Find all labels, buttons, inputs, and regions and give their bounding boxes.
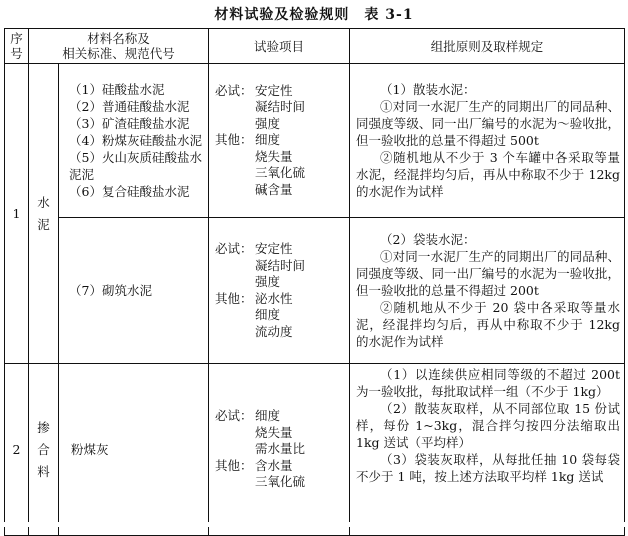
test-item: 安定性 — [255, 82, 293, 98]
test-item: 需水量比 — [255, 441, 306, 457]
material-cell — [59, 218, 209, 364]
row-category: 掺 合 料 — [29, 364, 59, 536]
test-item: 安定性 — [255, 241, 293, 256]
table-row — [5, 218, 625, 364]
material-item: （6）复合硅酸盐水泥 — [69, 184, 190, 199]
row-category: 水 泥 — [29, 64, 59, 364]
material-item: （5）火山灰质硅酸盐水泥泥 — [69, 150, 202, 182]
test-item: 三氧化硫 — [255, 474, 306, 490]
page-bottom-edge — [0, 522, 628, 527]
test-item: 强度 — [255, 115, 281, 131]
test-item: 细度 — [255, 408, 281, 424]
test-item: 含水量 — [255, 457, 293, 473]
rule-paragraph: （2）散装灰取样，从不同部位取 15 份试样，每份 1~3kg，混合拌匀按四分法缩取出 1kg 送试（平均样） — [356, 401, 621, 450]
header-material: 材料名称及 相关标准、规范代号 — [29, 29, 209, 64]
row-index: 1 — [5, 64, 29, 364]
material-cell — [59, 64, 209, 218]
test-item: 凝结时间 — [255, 257, 306, 273]
test-item: 细度 — [255, 307, 281, 322]
test-items-cell: 必试： 细度 烧失量 需水量比 其他： 含水量 三氧化硫 — [209, 364, 350, 536]
test-item: 强度 — [255, 274, 281, 289]
material-item: （4）粉煤灰硅酸盐水泥 — [69, 133, 202, 148]
rule-paragraph: ①对同一水泥厂生产的同期出厂的同品种、同强度等级、同一出厂编号的水泥为～验收批，但一验收批的总量不得超过 500t — [356, 99, 621, 148]
header-rules: 组批原则及取样规定 — [350, 29, 625, 64]
table-title: 材料试验及检验规则 表 3-1 — [214, 7, 414, 23]
rule-paragraph: ②随机地从不少于 20 袋中各采取等量水泥，经混拌均匀后，再从中称取不少于 12kg 的水泥作为试样 — [356, 300, 621, 349]
rules-cell — [350, 64, 625, 218]
test-item: 烧失量 — [255, 424, 293, 440]
test-item: 烧失量 — [255, 148, 293, 164]
test-items-cell: 必试： 安定性 凝结时间 强度 其他： 细度 烧失量 三氧化硫 碱含量 — [209, 64, 350, 218]
material-item: 粉煤灰 — [71, 442, 109, 457]
table-row — [5, 364, 625, 536]
test-item: 流动度 — [255, 323, 293, 339]
rules-cell — [350, 364, 625, 536]
rules-cell — [350, 218, 625, 364]
test-item: 凝结时间 — [255, 99, 306, 115]
test-items-cell: 必试： 安定性 凝结时间 强度 其他： 泌水性 细度 流动度 — [209, 218, 350, 364]
test-item: 细度 — [255, 132, 281, 148]
material-cell — [59, 364, 209, 536]
row-index: 2 — [5, 364, 29, 536]
rule-paragraph: ①对同一水泥厂生产的同期出厂的同品种、同强度等级、同一出厂编号的水泥为一验收批，但一验收批的总量不得超过 200t — [356, 249, 621, 298]
header-test-items: 试验项目 — [209, 29, 350, 64]
rule-paragraph: ②随机地从不少于 3 个车罐中各采取等量水泥，经混拌均匀后，再从中称取不少于 12kg 的水泥作为试样 — [356, 150, 621, 199]
test-item: 泌水性 — [255, 290, 293, 306]
rule-heading: （2）袋装水泥： — [380, 232, 476, 247]
test-item: 三氧化硫 — [255, 165, 306, 181]
material-item: （1）硅酸盐水泥 — [69, 82, 165, 97]
rule-paragraph: （3）袋装灰取样，从每批任抽 10 袋每袋不少于 1 吨，按上述方法取平均样 1kg 送试 — [356, 452, 621, 484]
header-index: 序 号 — [5, 29, 29, 64]
material-item: （2）普通硅酸盐水泥 — [69, 99, 190, 114]
header-row — [5, 29, 625, 64]
material-item: （7）砌筑水泥 — [69, 283, 152, 298]
material-test-table — [4, 28, 625, 536]
rule-heading: （1）散装水泥： — [380, 82, 476, 97]
material-item: （3）矿渣硅酸盐水泥 — [69, 116, 190, 131]
table-row — [5, 64, 625, 218]
rule-paragraph: （1）以连续供应相同等级的不超过 200t 为一验收批，每批取试样一组（不少于 1kg） — [356, 367, 621, 399]
test-item: 碱含量 — [255, 181, 293, 197]
